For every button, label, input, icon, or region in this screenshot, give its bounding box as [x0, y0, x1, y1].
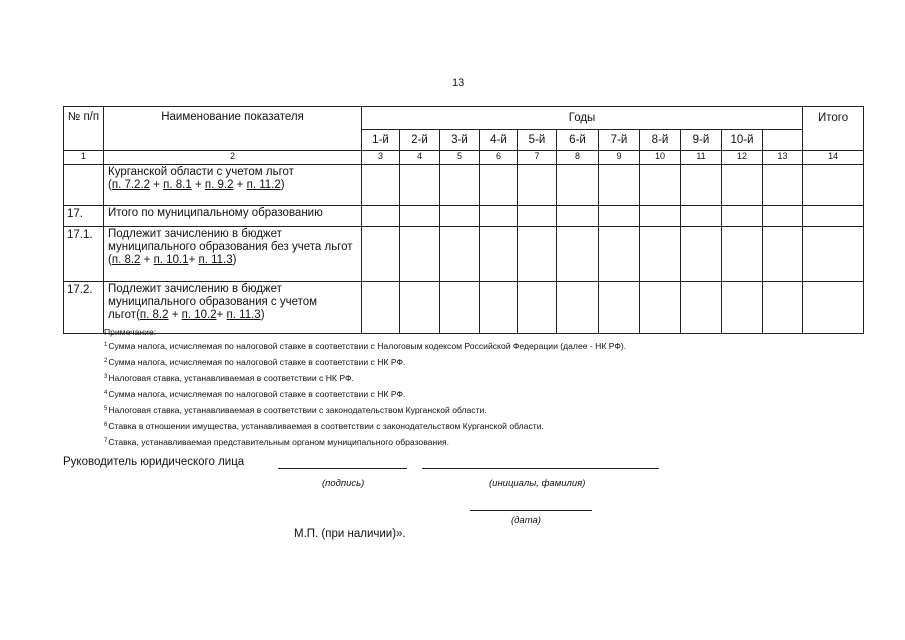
value-cell [599, 165, 640, 206]
column-number: 9 [599, 151, 640, 165]
note-item [104, 370, 626, 386]
ref-punct: ( [108, 254, 112, 266]
value-cell [681, 206, 722, 227]
value-cell [763, 165, 803, 206]
head-label: Руководитель юридического лица [63, 456, 245, 468]
ref-link[interactable]: п. 8.1 [163, 179, 192, 191]
ref-punct: ( [136, 309, 140, 321]
note-text: Ставка, устанавливаемая представительным органом муниципального образования. [108, 437, 450, 447]
signature-line[interactable] [278, 468, 407, 469]
indicators-table [63, 106, 864, 334]
value-cell [722, 227, 763, 282]
year-header [763, 130, 803, 151]
col-header-total: Итого [803, 107, 864, 151]
note-mark: 3 [104, 374, 108, 380]
column-number: 13 [763, 151, 803, 165]
row-number [64, 165, 104, 206]
year-header: 1-й [362, 130, 400, 151]
name-caption: (инициалы, фамилия) [489, 478, 586, 489]
value-cell [557, 206, 599, 227]
ref-punct: ( [108, 179, 112, 191]
note-mark: 4 [104, 390, 108, 396]
table-row [64, 165, 864, 206]
col-header-name: Наименование показателя [104, 107, 362, 151]
value-cell [400, 282, 440, 334]
note-text: Налоговая ставка, устанавливаемая в соответствии с законодательством Курганской области. [108, 405, 487, 415]
value-cell [722, 165, 763, 206]
column-number: 6 [480, 151, 518, 165]
note-item [104, 402, 626, 418]
signature-caption: (подпись) [322, 478, 365, 489]
notes-title: Примечание: [104, 327, 157, 337]
note-text: Сумма налога, исчисляемая по налоговой ставке в соответствии с НК РФ. [108, 389, 406, 399]
value-cell [557, 282, 599, 334]
ref-punct: + [168, 309, 182, 321]
value-cell [480, 282, 518, 334]
year-header: 4-й [480, 130, 518, 151]
value-cell [599, 282, 640, 334]
value-cell [640, 227, 681, 282]
note-mark: 1 [104, 342, 108, 348]
note-text: Ставка в отношении имущества, устанавливаемая в соответствии с законодательством Курганской области. [108, 421, 544, 431]
value-cell [803, 227, 864, 282]
ref-link[interactable]: п. 10.1 [153, 254, 189, 266]
ref-punct: + [216, 309, 227, 321]
row-description [104, 282, 362, 334]
ref-punct: + [150, 179, 164, 191]
value-cell [681, 282, 722, 334]
value-cell [803, 165, 864, 206]
row-text: Курганской области с учетом льгот [108, 166, 294, 178]
ref-link[interactable]: п. 11.3 [226, 309, 261, 321]
table-row [64, 282, 864, 334]
note-mark: 6 [104, 422, 108, 428]
note-text: Сумма налога, исчисляемая по налоговой ставке в соответствии с Налоговым кодексом Российской Федерации (далее - НК РФ). [108, 341, 627, 351]
value-cell [763, 282, 803, 334]
value-cell [722, 282, 763, 334]
value-cell [440, 227, 480, 282]
year-header: 9-й [681, 130, 722, 151]
note-item [104, 354, 626, 370]
value-cell [518, 165, 557, 206]
row-text: Итого по муниципальному образованию [108, 207, 323, 219]
value-cell [362, 282, 400, 334]
ref-link[interactable]: п. 11.3 [198, 254, 233, 266]
column-number: 1 [64, 151, 104, 165]
value-cell [440, 206, 480, 227]
note-item [104, 386, 626, 402]
value-cell [722, 206, 763, 227]
ref-link[interactable]: п. 11.2 [246, 179, 281, 191]
col-header-years: Годы [362, 107, 803, 130]
year-header: 8-й [640, 130, 681, 151]
year-header: 3-й [440, 130, 480, 151]
row-number: 17. [64, 206, 104, 227]
year-header: 7-й [599, 130, 640, 151]
name-line[interactable] [422, 468, 659, 469]
value-cell [362, 165, 400, 206]
note-item [104, 434, 626, 450]
value-cell [681, 165, 722, 206]
value-cell [400, 165, 440, 206]
column-number: 8 [557, 151, 599, 165]
note-item [104, 418, 626, 434]
value-cell [640, 165, 681, 206]
ref-punct: + [188, 254, 199, 266]
ref-link[interactable]: п. 7.2.2 [111, 179, 151, 191]
column-number: 5 [440, 151, 480, 165]
column-number: 7 [518, 151, 557, 165]
note-item [104, 338, 626, 354]
row-number: 17.1. [64, 227, 104, 282]
ref-punct: ) [260, 309, 265, 321]
ref-link[interactable]: п. 8.2 [139, 309, 169, 321]
value-cell [557, 165, 599, 206]
note-text: Сумма налога, исчисляемая по налоговой ставке в соответствии с НК РФ. [108, 357, 406, 367]
ref-link[interactable]: п. 10.2 [181, 309, 217, 321]
ref-link[interactable]: п. 9.2 [204, 179, 234, 191]
value-cell [599, 227, 640, 282]
column-number: 4 [400, 151, 440, 165]
row-text: Подлежит зачислению в бюджет муниципального образования с учетом льгот [108, 283, 318, 321]
value-cell [440, 165, 480, 206]
value-cell [480, 227, 518, 282]
row-description [104, 227, 362, 282]
column-number: 2 [104, 151, 362, 165]
stamp-label: М.П. (при наличии)». [294, 528, 406, 540]
value-cell [599, 206, 640, 227]
page-number: 13 [452, 77, 465, 89]
value-cell [518, 227, 557, 282]
ref-link[interactable]: п. 8.2 [111, 254, 141, 266]
date-line[interactable] [470, 510, 592, 511]
column-number: 11 [681, 151, 722, 165]
value-cell [362, 206, 400, 227]
value-cell [518, 282, 557, 334]
value-cell [640, 206, 681, 227]
column-number-row [64, 151, 864, 165]
notes-section [104, 327, 626, 450]
column-number: 10 [640, 151, 681, 165]
row-text: Подлежит зачислению в бюджет муниципального образования без учета льгот [108, 228, 353, 253]
ref-punct: ) [232, 254, 237, 266]
row-number: 17.2. [64, 282, 104, 334]
value-cell [362, 227, 400, 282]
value-cell [681, 227, 722, 282]
value-cell [480, 165, 518, 206]
value-cell [518, 206, 557, 227]
date-caption: (дата) [511, 515, 541, 526]
row-description [104, 165, 362, 206]
value-cell [557, 227, 599, 282]
ref-punct: + [140, 254, 154, 266]
ref-punct: + [191, 179, 205, 191]
value-cell [400, 206, 440, 227]
value-cell [640, 282, 681, 334]
value-cell [803, 282, 864, 334]
year-header: 2-й [400, 130, 440, 151]
table-row [64, 227, 864, 282]
note-mark: 2 [104, 358, 108, 364]
row-description [104, 206, 362, 227]
value-cell [400, 227, 440, 282]
value-cell [803, 206, 864, 227]
year-header: 5-й [518, 130, 557, 151]
ref-punct: + [233, 179, 247, 191]
column-number: 14 [803, 151, 864, 165]
value-cell [480, 206, 518, 227]
note-mark: 5 [104, 406, 108, 412]
value-cell [763, 227, 803, 282]
table-row [64, 206, 864, 227]
year-header: 6-й [557, 130, 599, 151]
column-number: 12 [722, 151, 763, 165]
note-text: Налоговая ставка, устанавливаемая в соответствии с НК РФ. [108, 373, 354, 383]
value-cell [440, 282, 480, 334]
year-header: 10-й [722, 130, 763, 151]
note-mark: 7 [104, 438, 108, 444]
ref-punct: ) [280, 179, 285, 191]
value-cell [763, 206, 803, 227]
column-number: 3 [362, 151, 400, 165]
col-header-number: № п/п [64, 107, 104, 151]
